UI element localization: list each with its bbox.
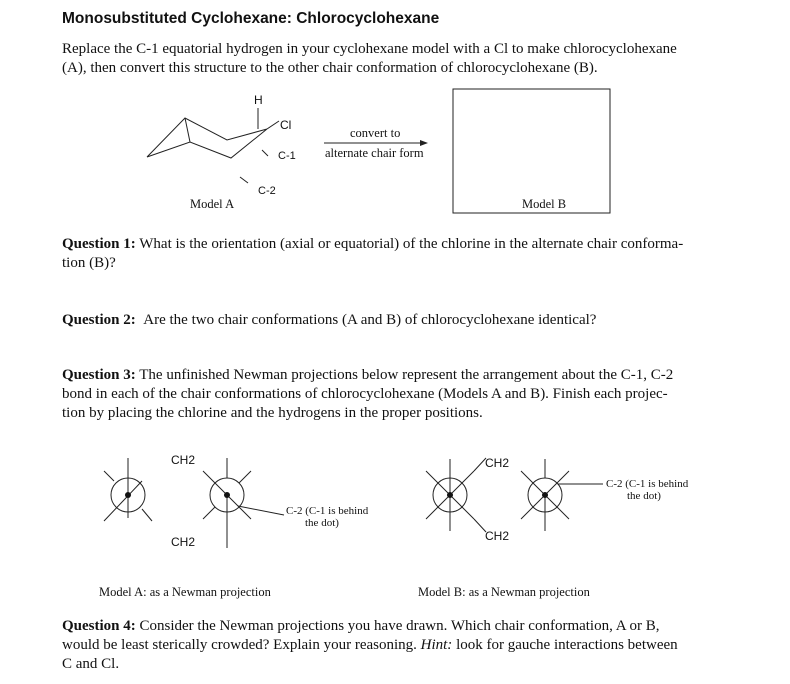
q3-line-3: tion by placing the chlorine and the hydrogens in the proper positions.: [62, 405, 483, 421]
arrow-bottom-label: alternate chair form: [325, 146, 424, 160]
q4-label: Question 4:: [62, 618, 136, 634]
newman-a-note-line-2: the dot): [305, 517, 339, 529]
model-a-caption: Model A: [190, 197, 235, 211]
newman-a-left-dot: [125, 492, 131, 498]
newman-b-note-line-2: the dot): [627, 490, 661, 502]
newman-a-note-line-1: C-2 (C-1 is behind: [286, 505, 369, 517]
q2-text: Are the two chair conformations (A and B) of chlorocyclohexane identical?: [143, 312, 597, 328]
newman-a-ch2-top: CH2: [171, 453, 196, 467]
q3-label: Question 3:: [62, 367, 136, 383]
question-4: [62, 617, 732, 674]
page-title: Monosubstituted Cyclohexane: Chlorocyclohexane: [62, 10, 440, 27]
question-3: [62, 366, 732, 423]
question-2: [62, 311, 732, 330]
newman-b-ch2-bottom: CH2: [485, 529, 510, 543]
newman-b-ch2-top: CH2: [485, 456, 510, 470]
arrow-top-label: convert to: [350, 126, 401, 140]
newman-b-right-dot: [542, 492, 548, 498]
q4-line-1: Consider the Newman projections you have drawn. Which chair conformation, A or B,: [139, 618, 660, 634]
newman-a-caption: Model A: as a Newman projection: [99, 585, 271, 599]
newman-b-left-dot: [447, 492, 453, 498]
q4-line-2a: would be least sterically crowded? Explain your reasoning.: [62, 637, 417, 653]
model-a-chair-drawing: [147, 108, 279, 183]
q3-line-2: bond in each of the chair conformations of chlorocyclohexane (Models A and B). Finish each projec-: [62, 386, 668, 402]
model-a-cl-label: Cl: [280, 118, 292, 132]
q1-line-1: What is the orientation (axial or equatorial) of the chlorine in the alternate chair conforma-: [139, 236, 684, 252]
q1-line-2: tion (B)?: [62, 255, 116, 271]
newman-a-ch2-bottom: CH2: [171, 535, 196, 549]
intro-line-1: Replace the C-1 equatorial hydrogen in your cyclohexane model with a Cl to make chlorocyclohexane: [62, 41, 677, 57]
q3-line-1: The unfinished Newman projections below represent the arrangement about the C-1, C-2: [139, 367, 674, 383]
newman-b-note-line-1: C-2 (C-1 is behind: [606, 478, 689, 490]
intro-line-2: (A), then convert this structure to the other chair conformation of chlorocyclohexane (B).: [62, 60, 598, 76]
question-1: [62, 235, 732, 273]
newman-b-caption: Model B: as a Newman projection: [418, 585, 590, 599]
model-a-c2-label: C-2: [258, 185, 276, 197]
q1-label: Question 1:: [62, 236, 136, 252]
model-b-caption: Model B: [522, 197, 567, 211]
q4-line-3: C and Cl.: [62, 656, 120, 672]
model-a-h-label: H: [254, 93, 263, 107]
model-b-answer-box[interactable]: [453, 89, 610, 213]
q4-hint-label: Hint:: [420, 637, 453, 653]
q2-label: Question 2:: [62, 312, 136, 328]
model-a-c1-label: C-1: [278, 150, 296, 162]
newman-a-right-dot: [224, 492, 230, 498]
q4-line-2b: look for gauche interactions between: [456, 637, 678, 653]
